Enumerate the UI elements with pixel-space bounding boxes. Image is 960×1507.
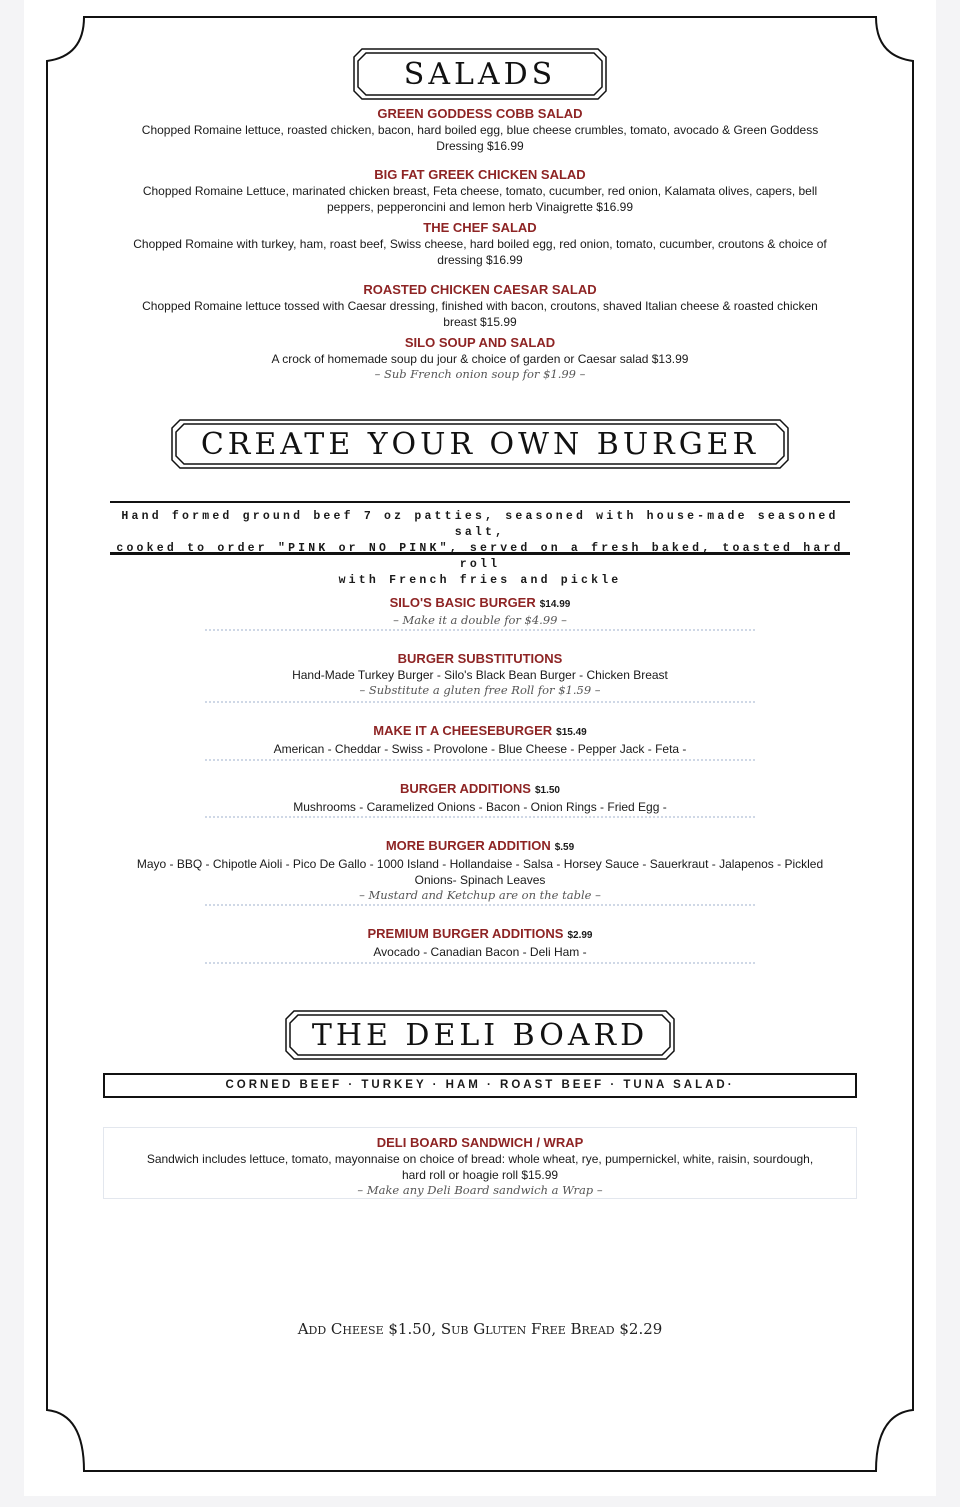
item-description: A crock of homemade soup du jour & choice of garden or Caesar salad $13.99: [271, 352, 689, 366]
menu-item: [110, 281, 850, 330]
salads-title-text: SALADS: [403, 56, 557, 92]
item-divider: [205, 904, 755, 906]
deli-title-text: THE DELI BOARD: [311, 1017, 649, 1053]
menu-item: [110, 837, 850, 903]
item-name: SILO'S BASIC BURGER $14.99: [389, 595, 571, 610]
item-note: – Make it a double for $4.99 –: [393, 613, 567, 627]
item-divider: [205, 701, 755, 703]
item-description: Chopped Romaine lettuce, roasted chicken, bacon, hard boiled egg, blue cheese crumbles, tomato, avocado & Green Goddess: [141, 123, 819, 137]
item-divider: [205, 962, 755, 964]
item-description: dressing $16.99: [437, 253, 523, 267]
item-description: American - Cheddar - Swiss - Provolone - Blue Cheese - Pepper Jack - Feta -: [273, 742, 687, 756]
item-note: – Make any Deli Board sandwich a Wrap –: [357, 1183, 603, 1197]
deli-title: [284, 1009, 676, 1061]
burger-title: [170, 418, 790, 470]
item-description: breast $15.99: [443, 315, 517, 329]
description-line: with French fries and pickle: [338, 574, 622, 587]
item-price: $15.49: [556, 727, 587, 738]
item-note: – Substitute a gluten free Roll for $1.59 –: [359, 683, 601, 697]
menu-item: [110, 166, 850, 215]
item-description: hard roll or hoagie roll $15.99: [401, 1168, 559, 1182]
item-description: Chopped Romaine with turkey, ham, roast beef, Swiss cheese, hard boiled egg, red onion, tomato, cucumber, croutons & choice of: [133, 237, 827, 251]
item-description: Chopped Romaine lettuce tossed with Caesar dressing, finished with bacon, croutons, shaved Italian cheese & roasted chicken: [142, 299, 818, 313]
menu-item: [110, 722, 850, 757]
item-divider: [205, 759, 755, 761]
item-description: Hand-Made Turkey Burger - Silo's Black Bean Burger - Chicken Breast: [292, 668, 668, 682]
deli-meats: CORNED BEEF · TURKEY · HAM · ROAST BEEF · TUNA SALAD·: [103, 1073, 857, 1098]
menu-item: [110, 780, 850, 815]
item-description: Mushrooms - Caramelized Onions - Bacon - Onion Rings - Fried Egg -: [293, 800, 667, 814]
item-name: MORE BURGER ADDITION $.59: [385, 838, 575, 853]
burger-title-text: CREATE YOUR OWN BURGER: [200, 426, 760, 462]
item-note: – Sub French onion soup for $1.99 –: [374, 367, 586, 381]
item-description: Sandwich includes lettuce, tomato, mayonnaise on choice of bread: whole wheat, rye, pumpernickel, white, raisin, sourdough,: [146, 1152, 814, 1166]
item-name: PREMIUM BURGER ADDITIONS $2.99: [367, 926, 593, 941]
item-description: peppers, pepperoncini and lemon herb Vinaigrette $16.99: [327, 200, 633, 214]
item-description: Chopped Romaine Lettuce, marinated chicken breast, Feta cheese, tomato, cucumber, red onion, Kalamata olives, capers, bell: [142, 184, 818, 198]
item-name: DELI BOARD SANDWICH / WRAP: [376, 1135, 584, 1150]
item-name: SILO SOUP AND SALAD: [404, 335, 556, 350]
item-description: Avocado - Canadian Bacon - Deli Ham -: [373, 945, 587, 959]
item-name: BURGER ADDITIONS $1.50: [400, 781, 560, 796]
menu-item: [110, 925, 850, 960]
item-name: THE CHEF SALAD: [423, 220, 537, 235]
item-description: Mayo - BBQ - Chipotle Aioli - Pico De Gallo - 1000 Island - Hollandaise - Salsa - Horsey Sauce - Sauerkraut - Jalapenos - Pickled: [136, 857, 824, 871]
menu-item: [110, 334, 850, 382]
menu-item: [110, 594, 850, 628]
item-description: Onions- Spinach Leaves: [414, 873, 546, 887]
burger-description: [110, 501, 850, 587]
item-price: $2.99: [567, 930, 593, 941]
footer-note: Add Cheese $1.50, Sub Gluten Free Bread $2.29: [297, 1320, 663, 1338]
salads-title: [352, 47, 608, 101]
item-price: $14.99: [539, 599, 571, 610]
description-line: cooked to order "PINK or NO PINK", served on a fresh baked, toasted hard roll: [116, 542, 844, 571]
item-name: ROASTED CHICKEN CAESAR SALAD: [363, 282, 597, 297]
menu-item: [103, 1127, 857, 1199]
item-divider: [205, 629, 755, 631]
menu-item: [110, 219, 850, 268]
item-price: $1.50: [534, 785, 560, 796]
item-divider: [205, 816, 755, 818]
item-price: $.59: [554, 842, 575, 853]
description-line: Hand formed ground beef 7 oz patties, seasoned with house-made seasoned salt,: [121, 510, 839, 539]
menu-item: [110, 650, 850, 698]
item-name: BIG FAT GREEK CHICKEN SALAD: [374, 167, 586, 182]
item-name: BURGER SUBSTITUTIONS: [397, 651, 563, 666]
item-note: – Mustard and Ketchup are on the table –: [359, 888, 601, 902]
item-description: Dressing $16.99: [436, 139, 524, 153]
item-name: MAKE IT A CHEESEBURGER $15.49: [373, 723, 587, 738]
menu-item: [110, 105, 850, 154]
item-name: GREEN GODDESS COBB SALAD: [377, 106, 583, 121]
